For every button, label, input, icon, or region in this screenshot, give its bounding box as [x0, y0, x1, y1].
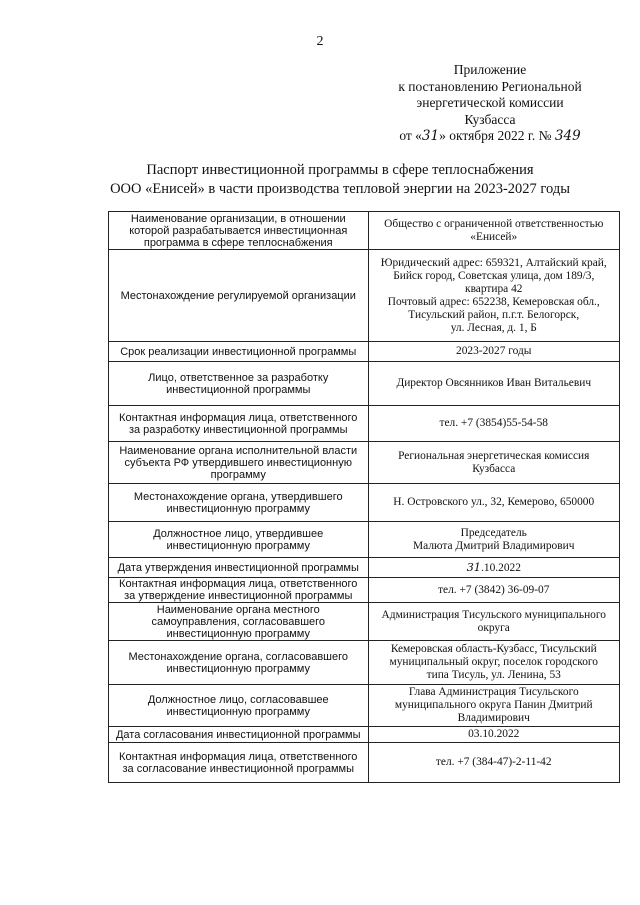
appendix-line: к постановлению Региональной	[398, 78, 582, 94]
table-row	[109, 362, 620, 406]
row-value-line: Региональная энергетическая комиссия	[398, 449, 590, 462]
row-label-line: субъекта РФ утвердившего инвестиционную	[124, 456, 352, 469]
row-value-line: ул. Лесная, д. 1, Б	[450, 321, 537, 334]
table-row	[109, 212, 620, 250]
row-label-line: Местонахождение регулируемой организации	[120, 289, 356, 302]
row-value	[368, 603, 620, 641]
table-row	[109, 250, 620, 342]
row-label-line: инвестиционную программу	[166, 627, 310, 640]
row-label	[109, 603, 369, 641]
row-label	[109, 727, 369, 743]
row-value-line: Владимирович	[457, 712, 530, 724]
row-value-line: 2023-2027 годы	[456, 345, 532, 357]
row-value	[368, 743, 620, 783]
row-value-line: Юридический адрес: 659321, Алтайский край,	[380, 256, 607, 269]
row-label-line: которой разрабатывается инвестиционная	[129, 224, 348, 237]
row-label-line: инвестиционную программу	[166, 502, 310, 515]
row-value-line: тел. +7 (3854)55-54-58	[439, 417, 548, 429]
table-row	[109, 603, 620, 641]
row-value	[368, 685, 620, 727]
row-label	[109, 406, 369, 442]
row-label-line: Должностное лицо, согласовавшее	[147, 693, 329, 706]
row-label-line: Дата утверждения инвестиционной программы	[117, 561, 359, 574]
table-row	[109, 578, 620, 603]
row-label	[109, 362, 369, 406]
row-value	[368, 212, 620, 250]
table-row	[109, 342, 620, 362]
row-label-line: Должностное лицо, утвердившее	[153, 527, 324, 540]
row-value-line: типа Тисуль, ул. Ленина, 53	[426, 669, 561, 681]
row-value-line: Общество с ограниченной ответственностью	[384, 217, 604, 230]
row-value	[368, 522, 620, 558]
row-label-line: Контактная информация лица, ответственного	[119, 411, 358, 424]
row-label-line: Местонахождение органа, утвердившего	[133, 490, 343, 503]
appendix-line: энергетической комиссии	[416, 95, 564, 110]
row-label	[109, 522, 369, 558]
row-label-line: Наименование органа местного	[156, 603, 320, 616]
row-value	[368, 558, 620, 578]
table-row	[109, 641, 620, 685]
row-value	[368, 484, 620, 522]
table-row	[109, 743, 620, 783]
row-value-line: 03.10.2022	[468, 728, 520, 740]
handwritten-day: 31	[466, 559, 482, 574]
row-label-line: самоуправления, согласовавшего	[151, 615, 326, 628]
row-value-line: Глава Администрация Тисульского	[408, 686, 579, 698]
row-value-line: Администрация Тисульского муниципального	[381, 608, 606, 621]
table-row	[109, 442, 620, 484]
row-label-line: Контактная информация лица, ответственного	[119, 578, 358, 590]
row-value-line: «Енисей»	[470, 230, 518, 243]
passport-table	[108, 211, 620, 783]
row-value	[368, 250, 620, 342]
row-label-line: Дата согласования инвестиционной программы	[115, 728, 361, 741]
row-label	[109, 558, 369, 578]
row-label-line: Наименование органа исполнительной власти	[119, 444, 358, 457]
table-row	[109, 685, 620, 727]
table-row	[109, 558, 620, 578]
title-line-1: Паспорт инвестиционной программы в сфере теплоснабжения	[146, 162, 534, 178]
table-row	[109, 484, 620, 522]
table-row	[109, 406, 620, 442]
row-label-line: инвестиционную программу	[166, 662, 310, 675]
row-label-line: Местонахождение органа, согласовавшего	[128, 650, 349, 663]
passport-table-body	[109, 212, 620, 783]
row-value-line: Директор Овсянников Иван Витальевич	[396, 377, 592, 389]
row-label	[109, 685, 369, 727]
appendix-header	[380, 62, 600, 145]
row-value-line: Н. Островского ул., 32, Кемерово, 650000	[393, 496, 595, 508]
row-value-line: Тисульский район, п.г.т. Белогорск,	[408, 308, 580, 321]
appendix-line: Кузбасса	[464, 111, 516, 127]
date-middle: » октября 2022 г. №	[439, 128, 552, 143]
row-label	[109, 743, 369, 783]
row-label-line: за согласование инвестиционной программы	[122, 762, 354, 775]
row-value	[368, 578, 620, 603]
row-label-line: за утверждение инвестиционной программы	[124, 590, 353, 602]
row-label	[109, 342, 369, 362]
row-label	[109, 484, 369, 522]
table-row	[109, 727, 620, 743]
row-label	[109, 442, 369, 484]
row-value-line: Малюта Дмитрий Владимирович	[413, 539, 575, 552]
row-label-line: инвестиционную программу	[166, 705, 310, 718]
row-value-line: тел. +7 (384-47)-2-11-42	[435, 756, 552, 768]
row-value-line: тел. +7 (3842) 36-09-07	[438, 583, 550, 596]
row-label-line: инвестиционной программы	[166, 383, 311, 396]
row-value-text: .10.2022	[481, 561, 521, 574]
row-value-line: муниципального округа Панин Дмитрий	[394, 699, 593, 711]
row-value	[368, 641, 620, 685]
row-value	[368, 442, 620, 484]
row-value	[368, 362, 620, 406]
row-value-line: муниципальный округ, поселок городского	[389, 656, 598, 668]
row-label-line: инвестиционную программу	[166, 539, 310, 552]
row-label	[109, 250, 369, 342]
row-label-line: программа в сфере теплоснабжения	[143, 236, 333, 249]
handwritten-day: 31	[421, 128, 440, 144]
row-value-line: округа	[477, 621, 510, 634]
document-title	[80, 161, 600, 199]
row-value-line: квартира 42	[465, 282, 523, 295]
row-label	[109, 578, 369, 603]
handwritten-doc-number: 349	[554, 128, 581, 144]
row-value	[368, 406, 620, 442]
row-label-line: за разработку инвестиционной программы	[128, 423, 348, 436]
row-label-line: Наименование организации, в отношении	[130, 212, 346, 225]
row-value-line: Бийск город, Советская улица, дом 189/3,	[393, 269, 595, 282]
row-value-line: Кемеровская область-Кузбасс, Тисульский	[390, 643, 597, 655]
row-value	[368, 342, 620, 362]
row-label	[109, 212, 369, 250]
title-line-2: ООО «Енисей» в части производства тепловой энергии на 2023-2027 годы	[110, 181, 570, 197]
row-value-line	[372, 561, 617, 575]
row-label-line: Лицо, ответственное за разработку	[148, 371, 329, 384]
appendix-line: Приложение	[453, 62, 527, 77]
row-label	[109, 641, 369, 685]
appendix-date-line	[380, 128, 600, 145]
row-value-line: Кузбасса	[472, 462, 516, 475]
row-value	[368, 727, 620, 743]
row-value-line: Почтовый адрес: 652238, Кемеровская обл.,	[387, 295, 600, 308]
row-label-line: Срок реализации инвестиционной программы	[120, 345, 357, 358]
table-row	[109, 522, 620, 558]
date-prefix: от «	[399, 128, 422, 143]
row-label-line: программу	[210, 468, 266, 481]
page-number: 2	[316, 34, 324, 49]
row-value-line: Председатель	[460, 526, 527, 539]
row-label-line: Контактная информация лица, ответственного	[119, 750, 358, 763]
